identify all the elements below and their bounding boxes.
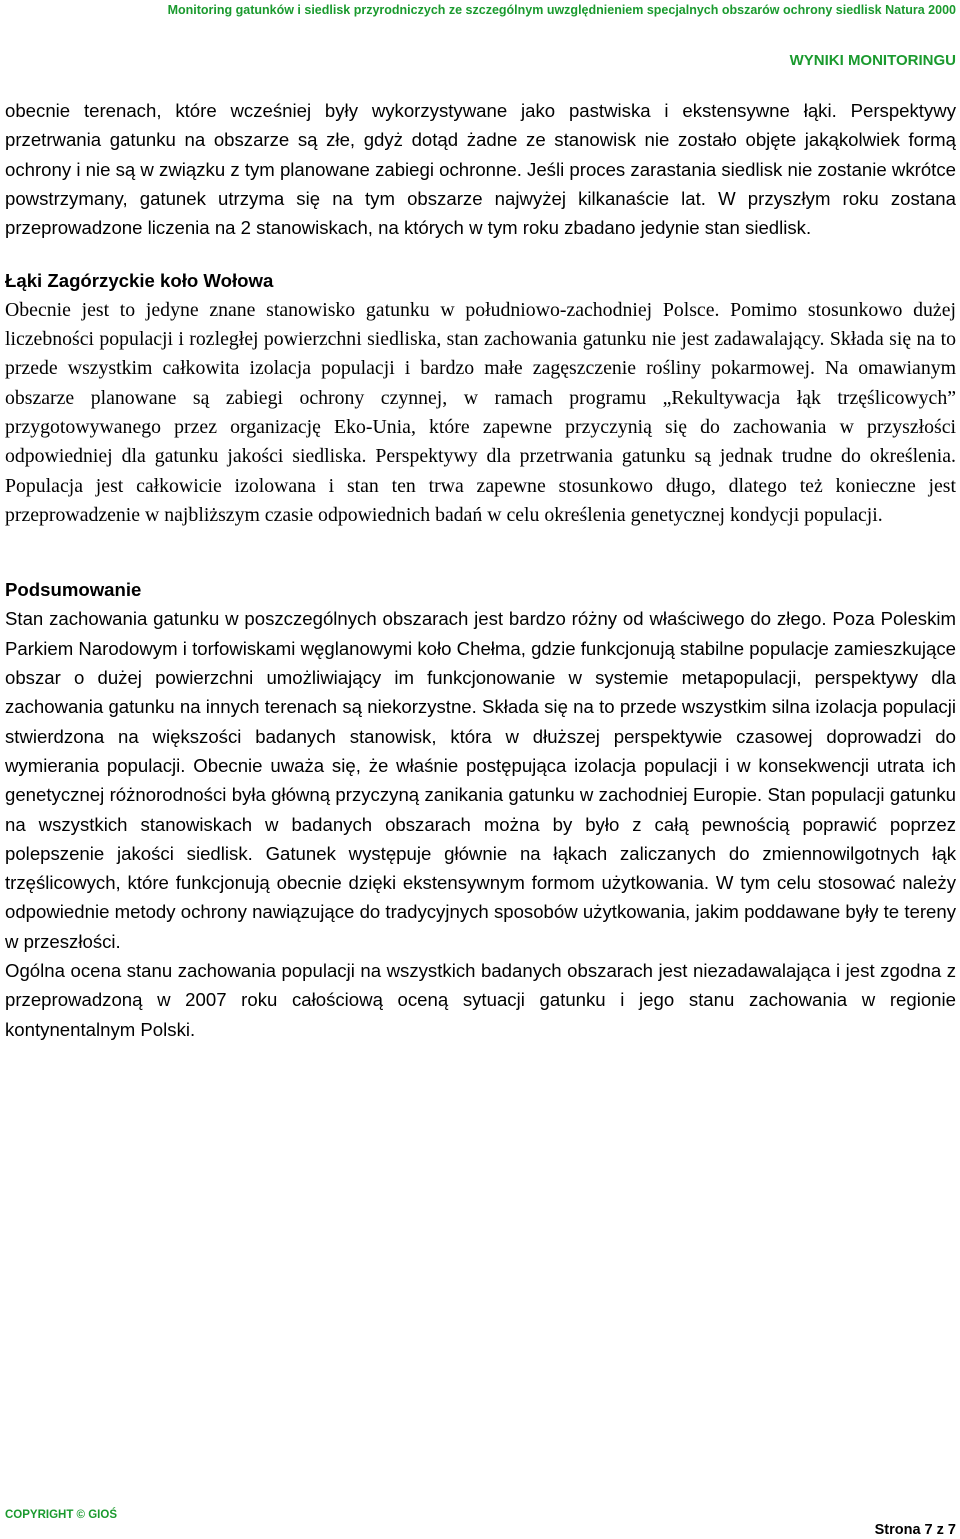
document-header-title: Monitoring gatunków i siedlisk przyrodniczych ze szczególnym uwzględnieniem specjalnych obszarów ochrony siedlisk Natura 2000 xyxy=(167,3,956,17)
paragraph-intro-end: W przyszłym roku zostana przeprowadzone liczenia na 2 stanowiskach, na których w tym roku zbadano jedynie stan siedlisk. xyxy=(5,187,956,239)
paragraph-laki xyxy=(5,296,956,530)
footer-copyright: COPYRIGHT © GIOŚ xyxy=(5,1509,117,1521)
paragraph-laki-text: Obecnie jest to jedyne znane stanowisko gatunku w południowo-zachodniej Polsce. Pomimo stosunkowo dużej liczebności populacji i rozległej powierzchni siedliska, stan zachowania gatunku nie jest zadawalający. Składa się na to przede wszystkim całkowita izolacja populacji i bardzo małe zagęszczenie rośliny pokarmowej. Na omawianym obszarze planowane są zabiegi ochrony czynnej, w ramach programu „Rekultywacja łąk trzęślicowych” przygotowywanego przez organizację Eko-Unia, które zapewne przyczynią się do zachowania w przyszłości odpowiedniej dla gatunku jakości siedliska. Perspektywy dla przetrwania gatunku są jednak trudne do określenia. Populacja jest całkowicie izolowana i stan ten trwa zapewne stosunkowo długo, dlatego też konieczne jest przeprowadzenie w najbliższym czasie odpowiednich badań w celu określenia genetycznej kondycji populacji. xyxy=(5,298,956,526)
page-number: Strona 7 z 7 xyxy=(874,1522,956,1538)
section-label: WYNIKI MONITORINGU xyxy=(789,52,956,69)
paragraph-overall: Ogólna ocena stanu zachowania populacji na wszystkich badanych obszarach jest niezadawalająca i jest zgodna z przeprowadzoną w 2007 roku całościową oceną sytuacji gatunku i jego stanu zachowania w regionie kontynentalnym Polski. xyxy=(5,960,956,1040)
paragraph-intro xyxy=(5,96,956,242)
section-heading-laki: Łąki Zagórzyckie koło Wołowa xyxy=(5,270,274,292)
paragraph-summary: Stan zachowania gatunku w poszczególnych obszarach jest bardzo różny od właściwego do złego. Poza Poleskim Parkiem Narodowym i torfowiskami węglanowymi koło Chełma, gdzie funkcjonują stabilne populacje zamieszkujące obszar o dużej powierzchni umożliwiający im funkcjonowanie w systemie metapopulacji, perspektywy dla zachowania gatunku na innych terenach są niekorzystne. Składa się na to przede wszystkim silna izolacja populacji stwierdzona na większości badanych stanowisk, która w dłuższej perspektywie czasowej doprowadzi do wymierania populacji. Obecnie uważa się, że właśnie postępująca izolacja populacji i w konsekwencji utrata ich genetycznej różnorodności była główną przyczyną zanikania gatunku w zachodniej Europie. Stan populacji gatunku na wszystkich stanowiskach w badanych obszarach można by było z całą pewnością poprawić poprzez polepszenie jakości siedlisk. Gatunek występuje głównie na łąkach zaliczanych do zmiennowilgotnych łąk trzęślicowych, które funkcjonują obecnie dzięki ekstensywnym formom użytkowania. W tym celu stosować należy odpowiednie metody ochrony nawiązujące do tradycyjnych sposobów użytkowania, jakim poddawane były te tereny w przeszłości. xyxy=(5,608,956,952)
paragraph-intro-main: obecnie terenach, które wcześniej były wykorzystywane jako pastwiska i ekstensywne łąki. Perspektywy przetrwania gatunku na obszarze są złe, gdyż dotąd żadne ze stanowisk nie zostało objęte jakąkolwiek formą ochrony i nie są w związku z tym planowane zabiegi ochronne. Jeśli proces zarastania siedlisk nie zostanie wkrótce powstrzymany, gatunek utrzyma się na tym obszarze najwyżej kilkanaście lat. xyxy=(5,100,956,209)
page-content xyxy=(5,96,956,1044)
section-heading-summary: Podsumowanie xyxy=(5,579,142,601)
